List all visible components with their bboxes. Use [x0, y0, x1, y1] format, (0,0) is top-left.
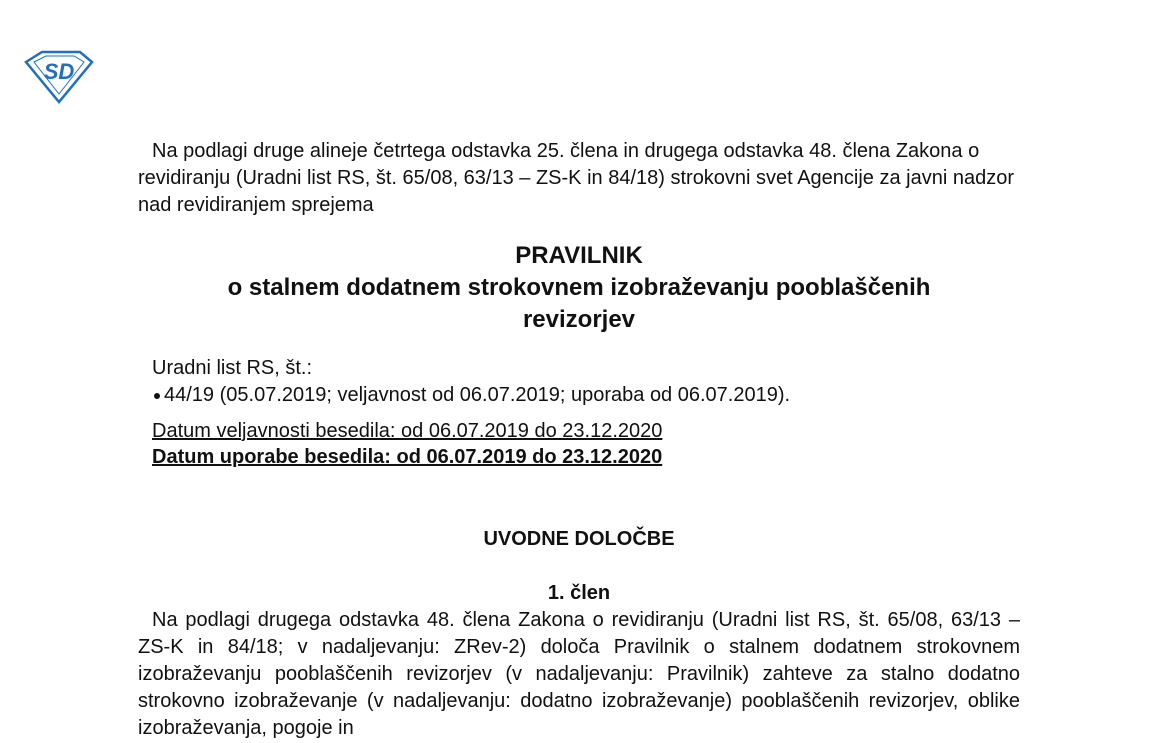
title-line-3: revizorjev — [522, 306, 636, 333]
gazette-entry-row — [152, 382, 1020, 409]
title-line-2: o stalnem dodatnem strokovnem izobraževanju pooblaščenih — [227, 274, 931, 301]
gazette-label: Uradni list RS, št.: — [152, 357, 313, 379]
validity-date-text: Datum veljavnosti besedila: od 06.07.2019 do 23.12.2020 — [152, 420, 663, 442]
article-heading: 1. člen — [547, 582, 611, 604]
document-title — [138, 240, 1020, 336]
article-paragraph: Na podlagi drugega odstavka 48. člena Zakona o revidiranju (Uradni list RS, št. 65/08, 63/13 – ZS-K in 84/18; v nadaljevanju: ZRev-2) določa Pravilnik o stalnem dodatnem strokovnem izobraževanju pooblaščenih revizorjev (v nadaljevanju: Pravilnik) zahteve za stalno dodatno strokovno izobraževanje (v nadaljevanju: dodatno izobraževanje) pooblaščenih revizorjev, oblike izobraževanja, pogoje in — [138, 609, 1020, 739]
text-dates — [138, 418, 1020, 470]
logo-lettering: SD — [43, 59, 75, 84]
gazette-reference — [138, 355, 1020, 409]
intro-paragraph: Na podlagi druge alineje četrtega odstavka 25. člena in drugega odstavka 48. člena Zakona o revidiranju (Uradni list RS, št. 65/08, 63/13 – ZS-K in 84/18) strokovni svet Agencije za javni nadzor nad revidiranjem sprejema — [138, 140, 1014, 216]
use-date-text: Datum uporabe besedila: od 06.07.2019 do 23.12.2020 — [152, 446, 663, 468]
gazette-entry: 44/19 (05.07.2019; veljavnost od 06.07.2019; uporaba od 06.07.2019). — [164, 384, 791, 406]
title-line-1: PRAVILNIK — [515, 242, 643, 269]
document-body — [138, 138, 1020, 742]
bullet-icon — [154, 393, 160, 399]
sd-logo-icon — [22, 48, 96, 104]
section-heading: UVODNE DOLOČBE — [483, 528, 675, 550]
